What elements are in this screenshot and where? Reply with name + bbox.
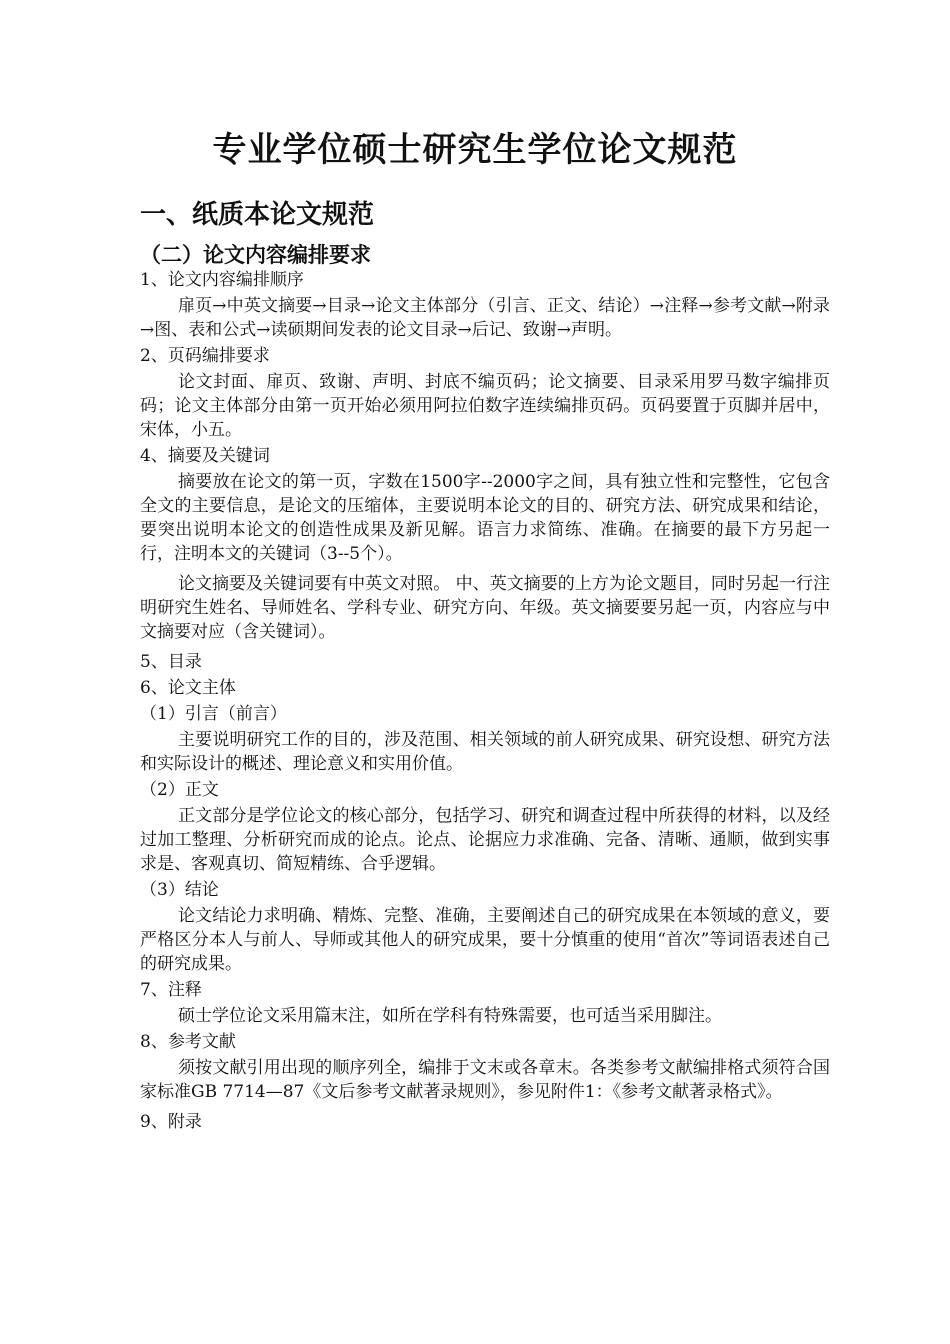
list-item-heading: 6、论文主体 [140, 678, 236, 698]
list-item-heading: 5、目录 [140, 652, 202, 672]
list-item-heading: 2、页码编排要求 [140, 346, 270, 366]
list-item-heading: 1、论文内容编排顺序 [140, 270, 304, 290]
document-title: 专业学位硕士研究生学位论文规范 [212, 130, 738, 170]
paragraph: 摘要放在论文的第一页，字数在1500字--2000字之间，具有独立性和完整性，它包含全文的主要信息，是论文的压缩体，主要说明本论文的目的、研究方法、研究成果和结论，要突出说明本论文的创造性成果及新见解。语言力求简练、准确。在摘要的最下方另起一行，注明本文的关键词（3--5个）。 [140, 472, 830, 564]
paragraph: 硕士学位论文采用篇末注，如所在学科有特殊需要，也可适当采用脚注。 [178, 1006, 722, 1026]
sub-heading: （3）结论 [140, 880, 219, 900]
list-item-heading: 9、附录 [140, 1112, 202, 1132]
paragraph: 论文结论力求明确、精炼、完整、准确，主要阐述自己的研究成果在本领域的意义，要严格区分本人与前人、导师或其他人的研究成果，要十分慎重的使用“首次”等词语表述自己的研究成果。 [140, 906, 830, 974]
subsection-heading: （二）论文内容编排要求 [140, 243, 371, 267]
paragraph: 须按文献引用出现的顺序列全，编排于文末或各章末。各类参考文献编排格式须符合国家标准GB 7714—87《文后参考文献著录规则》，参见附件1：《参考文献著录格式》。 [140, 1058, 830, 1102]
list-item-heading: 7、注释 [140, 980, 202, 1000]
sub-heading: （1）引言（前言） [140, 704, 287, 724]
paragraph: 扉页→中英文摘要→目录→论文主体部分（引言、正文、结论）→注释→参考文献→附录→图、表和公式→读硕期间发表的论文目录→后记、致谢→声明。 [140, 296, 830, 340]
document-body [140, 266, 830, 1136]
paragraph: 论文封面、扉页、致谢、声明、封底不编页码；论文摘要、目录采用罗马数字编排页码；论文主体部分由第一页开始必须用阿拉伯数字连续编排页码。页码要置于页脚并居中，宋体，小五。 [140, 372, 830, 440]
section-heading: 一、纸质本论文规范 [140, 200, 375, 230]
sub-heading: （2）正文 [140, 780, 219, 800]
paragraph: 论文摘要及关键词要有中英文对照。 中、英文摘要的上方为论文题目，同时另起一行注明研究生姓名、导师姓名、学科专业、研究方向、年级。英文摘要要另起一页，内容应与中文摘要对应（含关键词）。 [140, 574, 830, 642]
paragraph: 正文部分是学位论文的核心部分，包括学习、研究和调查过程中所获得的材料，以及经过加工整理、分析研究而成的论点。论点、论据应力求准确、完备、清晰、通顺，做到实事求是、客观真切、简短精练、合乎逻辑。 [140, 806, 830, 874]
list-item-heading: 4、摘要及关键词 [140, 446, 270, 466]
list-item-heading: 8、参考文献 [140, 1032, 236, 1052]
paragraph: 主要说明研究工作的目的，涉及范围、相关领域的前人研究成果、研究设想、研究方法和实际设计的概述、理论意义和实用价值。 [140, 730, 830, 774]
